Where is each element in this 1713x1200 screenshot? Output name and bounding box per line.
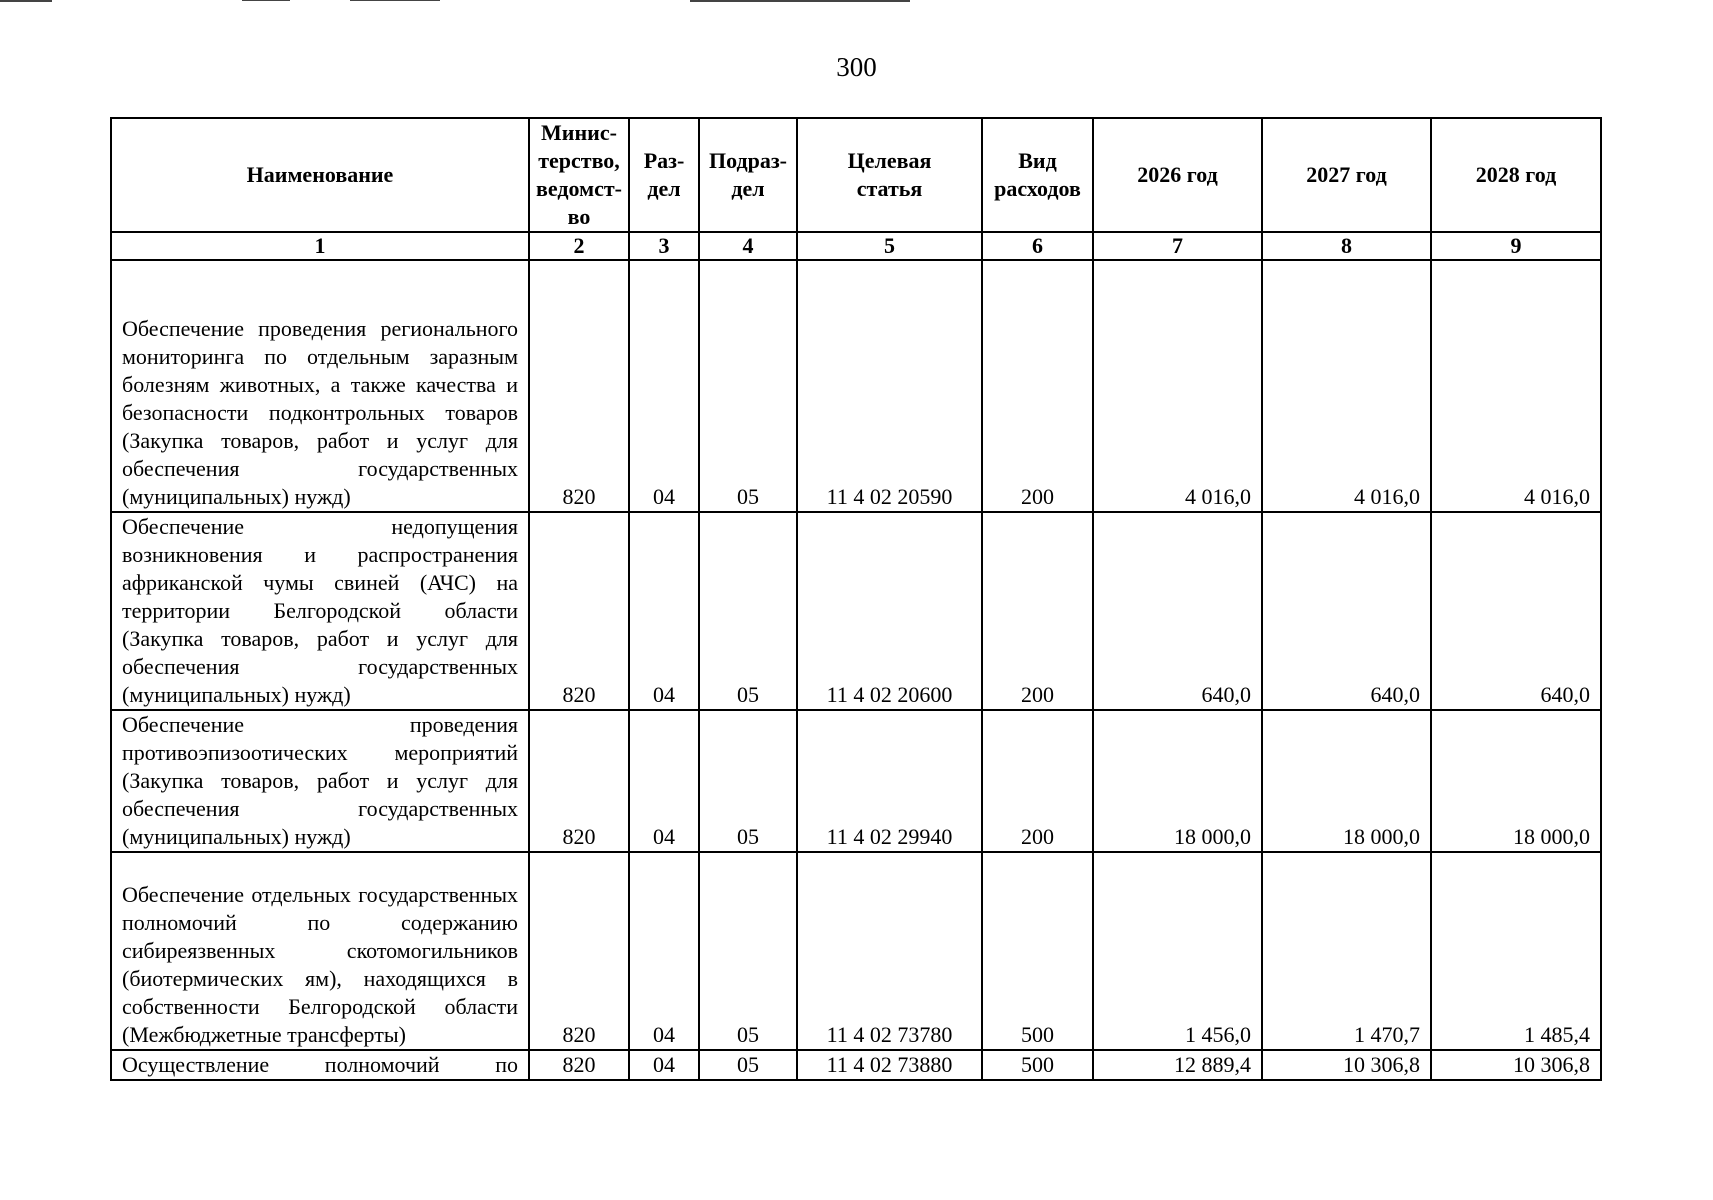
- row-section: 04: [629, 1050, 699, 1080]
- header-2028: 2028 год: [1431, 118, 1601, 232]
- header-subsection: Подраз- дел: [699, 118, 797, 232]
- table-row: [111, 512, 1601, 710]
- row-target: 11 4 02 73780: [797, 852, 982, 1050]
- column-number: 8: [1262, 232, 1431, 260]
- row-expense-type: 500: [982, 852, 1093, 1050]
- table-row: [111, 710, 1601, 852]
- row-2027: 1 470,7: [1262, 852, 1431, 1050]
- row-target: 11 4 02 29940: [797, 710, 982, 852]
- row-name: Обеспечение проведения противоэпизоотических мероприятий (Закупка товаров, работ и услуг для обеспечения государственных (муниципальных) нужд): [111, 710, 529, 852]
- header-section: Раз- дел: [629, 118, 699, 232]
- column-number: 4: [699, 232, 797, 260]
- row-2028: 640,0: [1431, 512, 1601, 710]
- row-expense-type: 200: [982, 710, 1093, 852]
- row-2028: 1 485,4: [1431, 852, 1601, 1050]
- row-section: 04: [629, 852, 699, 1050]
- row-expense-type: 200: [982, 260, 1093, 512]
- row-section: 04: [629, 260, 699, 512]
- scan-artifact-line: [242, 0, 290, 1]
- row-ministry: 820: [529, 1050, 629, 1080]
- row-ministry: 820: [529, 512, 629, 710]
- scan-artifact-line: [350, 0, 440, 1]
- header-expense-type: Вид расходов: [982, 118, 1093, 232]
- row-2026: 640,0: [1093, 512, 1262, 710]
- row-2028: 10 306,8: [1431, 1050, 1601, 1080]
- row-ministry: 820: [529, 260, 629, 512]
- row-2028: 4 016,0: [1431, 260, 1601, 512]
- table-row: [111, 1050, 1601, 1080]
- header-name: Наименование: [111, 118, 529, 232]
- row-name: Осуществление полномочий по: [111, 1050, 529, 1080]
- row-target: 11 4 02 20600: [797, 512, 982, 710]
- row-target: 11 4 02 73880: [797, 1050, 982, 1080]
- page-number: 300: [836, 52, 877, 82]
- header-target: Целевая статья: [797, 118, 982, 232]
- row-2027: 18 000,0: [1262, 710, 1431, 852]
- table-row: [111, 260, 1601, 512]
- scan-artifact-line: [690, 0, 910, 2]
- row-expense-type: 500: [982, 1050, 1093, 1080]
- row-section: 04: [629, 710, 699, 852]
- row-subsection: 05: [699, 852, 797, 1050]
- row-name: Обеспечение недопущения возникновения и распространения африканской чумы свиней (АЧС) на территории Белгородской области (Закупка товаров, работ и услуг для обеспечения государственных (муниципальных) нужд): [111, 512, 529, 710]
- row-2026: 12 889,4: [1093, 1050, 1262, 1080]
- row-2026: 1 456,0: [1093, 852, 1262, 1050]
- row-subsection: 05: [699, 710, 797, 852]
- row-2026: 18 000,0: [1093, 710, 1262, 852]
- column-number-row: [111, 232, 1601, 260]
- row-name: Обеспечение проведения регионального мониторинга по отдельным заразным болезням животных, а также качества и безопасности подконтрольных товаров (Закупка товаров, работ и услуг для обеспечения государственных (муниципальных) нужд): [111, 260, 529, 512]
- header-2026: 2026 год: [1093, 118, 1262, 232]
- row-expense-type: 200: [982, 512, 1093, 710]
- row-subsection: 05: [699, 512, 797, 710]
- row-subsection: 05: [699, 1050, 797, 1080]
- row-name: Обеспечение отдельных государственных полномочий по содержанию сибиреязвенных скотомогильников (биотермических ям), находящихся в собственности Белгородской области (Межбюджетные трансферты): [111, 852, 529, 1050]
- budget-table: [110, 117, 1602, 1081]
- row-2027: 640,0: [1262, 512, 1431, 710]
- column-number: 3: [629, 232, 699, 260]
- header-2027: 2027 год: [1262, 118, 1431, 232]
- header-ministry: Минис- терство, ведомст- во: [529, 118, 629, 232]
- column-number: 5: [797, 232, 982, 260]
- scan-artifact-line: [0, 0, 52, 2]
- row-2027: 4 016,0: [1262, 260, 1431, 512]
- row-section: 04: [629, 512, 699, 710]
- column-number: 6: [982, 232, 1093, 260]
- row-target: 11 4 02 20590: [797, 260, 982, 512]
- row-subsection: 05: [699, 260, 797, 512]
- row-ministry: 820: [529, 852, 629, 1050]
- column-number: 1: [111, 232, 529, 260]
- table-header-row: [111, 118, 1601, 232]
- row-2026: 4 016,0: [1093, 260, 1262, 512]
- row-ministry: 820: [529, 710, 629, 852]
- row-2028: 18 000,0: [1431, 710, 1601, 852]
- table-row: [111, 852, 1601, 1050]
- column-number: 2: [529, 232, 629, 260]
- column-number: 7: [1093, 232, 1262, 260]
- column-number: 9: [1431, 232, 1601, 260]
- row-2027: 10 306,8: [1262, 1050, 1431, 1080]
